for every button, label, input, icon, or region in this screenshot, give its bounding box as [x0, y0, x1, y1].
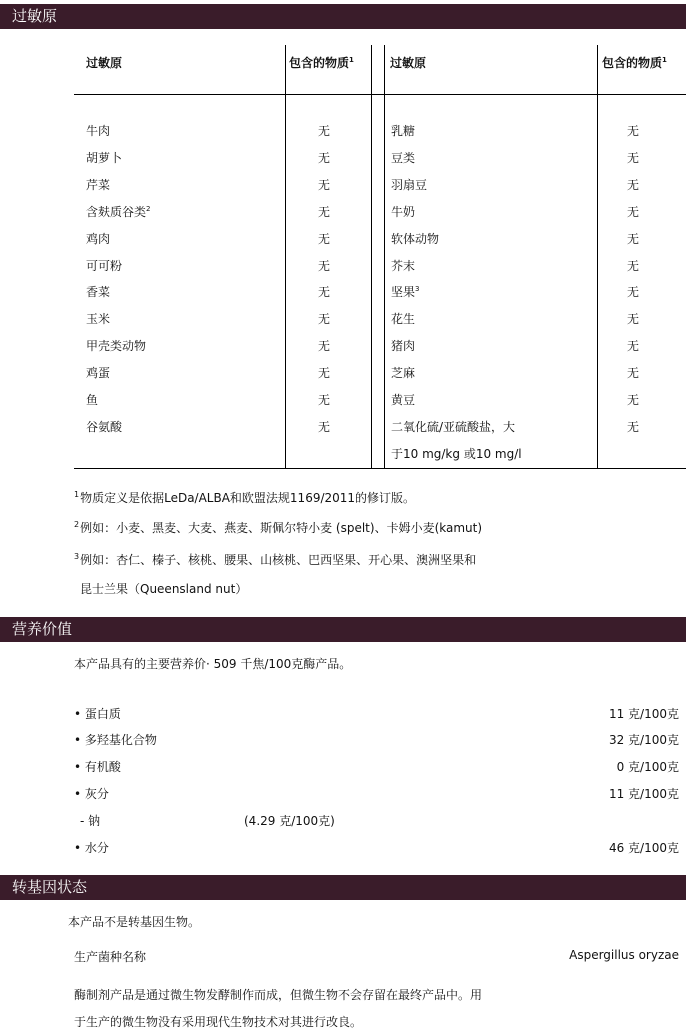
- allergen-value-left: 无: [318, 178, 331, 192]
- nutrition-section-header: [0, 617, 686, 642]
- allergen-value-right: 无: [627, 205, 640, 219]
- allergen-name-right: 花生: [391, 312, 416, 326]
- gmo-paragraph-line-2: 于生产的微生物没有采用现代生物技术对其进行改良。: [74, 1015, 363, 1029]
- allergen-value-right: 无: [627, 285, 640, 299]
- allergen-name-right: 芥末: [391, 259, 416, 273]
- header-contains-left: 包含的物质$^1$: [289, 56, 354, 70]
- allergen-value-left: 无: [318, 366, 331, 380]
- allergen-name-left: 玉米: [86, 312, 111, 326]
- allergen-name-left: 谷氨酸: [86, 420, 123, 434]
- allergen-name-left: 鸡肉: [86, 232, 111, 246]
- allergen-section-title: 过敏原: [12, 7, 58, 25]
- allergen-value-right: 无: [627, 259, 640, 273]
- nutrition-item-value: 0 克/100克: [616, 760, 679, 774]
- nutrition-item-label: • 蛋白质: [74, 707, 121, 721]
- nutrition-water-label: • 水分: [74, 841, 109, 855]
- nutrition-intro: 本产品具有的主要营养价· 509 千焦/100克酶产品。: [74, 657, 352, 671]
- allergen-value-left: 无: [318, 393, 331, 407]
- allergen-value-right: 无: [627, 339, 640, 353]
- allergen-name-right: 牛奶: [391, 205, 416, 219]
- allergen-name-right: 羽扇豆: [391, 178, 428, 192]
- allergen-name-right: 芝麻: [391, 366, 416, 380]
- footnote-3-continuation: 昆士兰果（Queensland nut）: [80, 582, 248, 596]
- table-rule-bottom: [74, 468, 686, 469]
- gmo-paragraph-line-1: 酶制剂产品是通过微生物发酵制作而成，但微生物不会存留在最终产品中。用: [74, 988, 483, 1002]
- nutrition-water-value: 46 克/100克: [608, 841, 679, 855]
- nutrition-item-value: 11 克/100克: [608, 787, 679, 801]
- header-contains-right: 包含的物质$^1$: [602, 56, 667, 70]
- allergen-value-right: 无: [627, 393, 640, 407]
- footnote-3: $^3$例如：杏仁、榛子、核桃、腰果、山核桃、巴西坚果、开心果、澳洲坚果和: [74, 552, 477, 567]
- gmo-strain-label: 生产菌种名称: [74, 950, 147, 964]
- allergen-value-left: 无: [318, 420, 331, 434]
- allergen-section-header: [0, 4, 686, 29]
- allergen-name-right: 坚果$^3$: [391, 285, 420, 299]
- table-divider-3: [384, 45, 385, 468]
- allergen-name-right: 豆类: [391, 151, 416, 165]
- allergen-name-left: 芹菜: [86, 178, 111, 192]
- allergen-name-right: 黄豆: [391, 393, 416, 407]
- gmo-strain-value: Aspergillus oryzae: [569, 948, 679, 962]
- gmo-section-title: 转基因状态: [12, 878, 88, 896]
- allergen-value-left: 无: [318, 151, 331, 165]
- footnote-2: $^2$例如：小麦、黑麦、大麦、燕麦、斯佩尔特小麦 (spelt)、卡姆小麦(kamut): [74, 520, 483, 535]
- allergen-value-right: 无: [627, 420, 640, 434]
- nutrition-item-value: 11 克/100克: [608, 707, 679, 721]
- table-divider-2: [371, 45, 372, 468]
- allergen-name-right: 软体动物: [391, 232, 440, 246]
- allergen-name-left: 可可粉: [86, 259, 123, 273]
- allergen-name-right: 猪肉: [391, 339, 416, 353]
- table-rule-mid: [74, 94, 686, 95]
- allergen-name-left: 牛肉: [86, 124, 111, 138]
- allergen-name-left: 香菜: [86, 285, 111, 299]
- allergen-name-left: 鱼: [86, 393, 99, 407]
- gmo-statement: 本产品不是转基因生物。: [68, 915, 201, 929]
- header-allergen-left: 过敏原: [86, 56, 123, 70]
- allergen-value-right: 无: [627, 151, 640, 165]
- allergen-value-left: 无: [318, 312, 331, 326]
- allergen-value-right: 无: [627, 178, 640, 192]
- allergen-name-right: 二氧化硫/亚硫酸盐，大: [391, 420, 516, 434]
- allergen-name-left: 含麸质谷类$^2$: [86, 205, 151, 219]
- footnote-1: $^1$物质定义是依据LeDa/ALBA和欧盟法规1169/2011的修订版。: [74, 490, 416, 505]
- allergen-value-left: 无: [318, 232, 331, 246]
- allergen-value-right: 无: [627, 232, 640, 246]
- allergen-value-right: 无: [627, 312, 640, 326]
- allergen-value-left: 无: [318, 205, 331, 219]
- nutrition-section-title: 营养价值: [12, 620, 73, 638]
- table-divider-1: [285, 45, 286, 468]
- nutrition-item-value: 32 克/100克: [608, 733, 679, 747]
- allergen-value-right: 无: [627, 366, 640, 380]
- allergen-value-left: 无: [318, 259, 331, 273]
- allergen-value-left: 无: [318, 339, 331, 353]
- allergen-right-continuation: 于10 mg/kg 或10 mg/l: [391, 447, 522, 461]
- allergen-value-left: 无: [318, 285, 331, 299]
- nutrition-item-label: • 灰分: [74, 787, 109, 801]
- nutrition-item-label: • 多羟基化合物: [74, 733, 157, 747]
- allergen-name-left: 甲壳类动物: [86, 339, 147, 353]
- nutrition-sodium-value: (4.29 克/100克): [244, 814, 335, 828]
- table-divider-4: [597, 45, 598, 468]
- gmo-section-header: [0, 875, 686, 900]
- allergen-name-left: 胡萝卜: [86, 151, 123, 165]
- allergen-name-left: 鸡蛋: [86, 366, 111, 380]
- allergen-value-left: 无: [318, 124, 331, 138]
- nutrition-sodium-label: - 钠: [80, 814, 101, 828]
- nutrition-item-label: • 有机酸: [74, 760, 121, 774]
- header-allergen-right: 过敏原: [390, 56, 427, 70]
- allergen-value-right: 无: [627, 124, 640, 138]
- allergen-name-right: 乳糖: [391, 124, 416, 138]
